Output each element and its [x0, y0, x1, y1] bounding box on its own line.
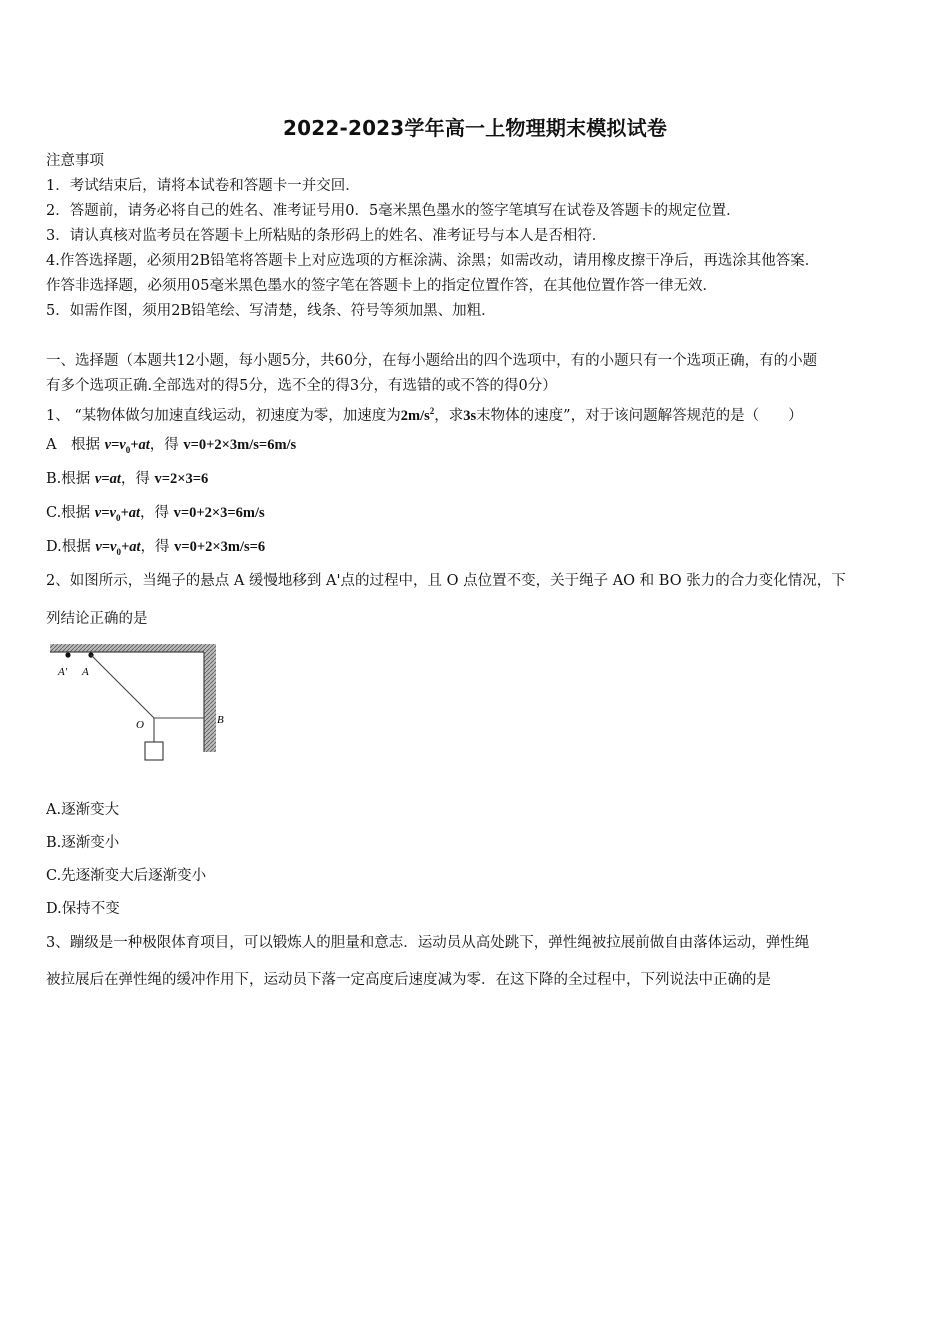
notice-item-2: 2．答题前，请务必将自己的姓名、准考证号用0．5毫米黑色墨水的签字笔填写在试卷及答题卡的规定位置． [46, 203, 741, 219]
q1-option-d: D.根据 $v=v_0+at$，得 v=0+2×3m/s=6 [46, 539, 266, 557]
q1-option-c: C.根据 $v=v_0+at$，得 v=0+2×3=6m/s [46, 505, 265, 523]
q1-stem-a: 1、 “某物体做匀加速直线运动，初速度为零，加速度为 [46, 407, 401, 424]
section-heading-line-2: 有多个选项正确.全部选对的得5分，选不全的得3分，有选错的或不答的得0分） [46, 378, 557, 394]
notice-item-5: 5．如需作图，须用2B铅笔绘、写清楚，线条、符号等须加黑、加粗． [46, 303, 496, 319]
q2-option-a: A.逐渐变大 [46, 802, 120, 818]
question-2-stem-line-2: 列结论正确的是 [46, 611, 148, 627]
weight-block [145, 742, 163, 760]
section-heading-line-1: 一、选择题（本题共12小题，每小题5分，共60分，在每小题给出的四个选项中，有的小题只有一个选项正确，有的小题 [46, 353, 818, 369]
question-2-stem-line-1: 2、如图所示，当绳子的悬点 A 缓慢地移到 A'点的过程中，且 O 点位置不变，关于绳子 AO 和 BO 张力的合力变化情况，下 [46, 573, 846, 589]
point-a-prime [65, 652, 70, 657]
notice-item-4: 4.作答选择题，必须用2B铅笔将答题卡上对应选项的方框涂满、涂黑；如需改动，请用橡皮擦干净后，再选涂其他答案． [46, 253, 820, 269]
q2-option-d: D.保持不变 [46, 901, 120, 917]
rope-ao [91, 655, 154, 718]
page-title: 2022-2023学年高一上物理期末模拟试卷 [282, 116, 668, 140]
notice-heading: 注意事项 [46, 153, 104, 169]
label-o: O [136, 719, 144, 731]
question-3-stem-line-1: 3、蹦级是一种极限体育项目，可以锻炼人的胆量和意志．运动员从高处跳下，弹性绳被拉展前做自由落体运动，弹性绳 [46, 935, 810, 951]
label-a: A [82, 666, 89, 678]
notice-item-4-cont: 作答非选择题，必须用05毫米黑色墨水的签字笔在答题卡上的指定位置作答，在其他位置作答一律无效． [46, 278, 717, 294]
q1-option-a: A 根据 $v=v_0+at$，得 v=0+2×3m/s=6m/s [46, 437, 297, 455]
notice-item-1: 1．考试结束后，请将本试卷和答题卡一并交回． [46, 178, 360, 194]
q1-option-b: B.根据 v=at，得 v=2×3=6 [46, 471, 209, 487]
q1-time: 3s [463, 407, 477, 424]
q2-option-b: B.逐渐变小 [46, 835, 120, 851]
q2-option-c: C.先逐渐变大后逐渐变小 [46, 868, 207, 884]
q1-stem-c: 末物体的速度”，对于该问题解答规范的是（ ） [476, 407, 803, 424]
q1-stem-b: ，求 [434, 407, 464, 424]
label-b: B [217, 714, 224, 726]
question-1-stem [46, 401, 908, 426]
rope-diagram [46, 640, 226, 765]
ceiling [50, 644, 216, 652]
notice-item-3: 3．请认真核对监考员在答题卡上所粘贴的条形码上的姓名、准考证号与本人是否相符． [46, 228, 607, 244]
label-a-prime: A' [58, 666, 68, 678]
wall [204, 644, 216, 752]
q1-accel: $2m/s^2$ [400, 406, 435, 424]
question-3-stem-line-2: 被拉展后在弹性绳的缓冲作用下，运动员下落一定高度后速度减为零．在这下降的全过程中，下列说法中正确的是 [46, 972, 771, 988]
